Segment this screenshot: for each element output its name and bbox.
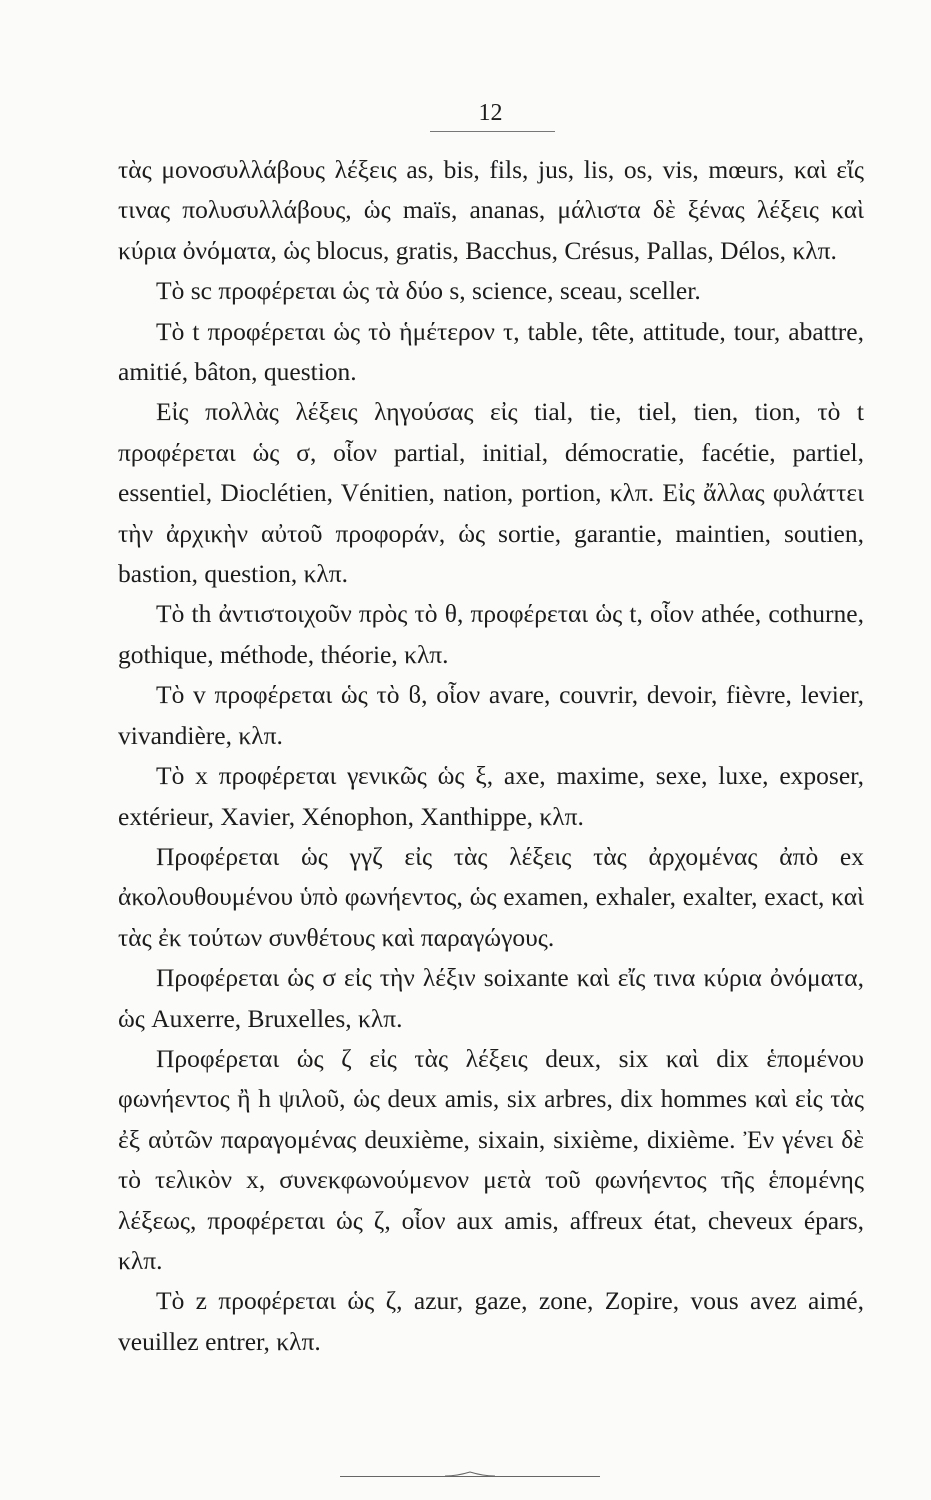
body-text bbox=[118, 150, 864, 1362]
paragraph-sc: Τὸ sc προφέρεται ὡς τὰ δύο s, science, sceau, sceller. bbox=[156, 276, 701, 306]
page-number: 12 bbox=[478, 100, 503, 126]
paragraph-continuation: τὰς μονοσυλλάβους λέξεις as, bis, fils, jus, lis, os, vis, mœurs, καὶ εἴς τινας πολυσυλλάβους, ὡς maïs, ananas, μάλιστα δὲ ξένας λέξεις καὶ κύρια ὀνόματα, ὡς blocus, gratis, Bacchus, Crésus, Pallas, Délos, κλπ. bbox=[118, 155, 864, 265]
paragraph-deux-six-dix: Προφέρεται ὡς ζ εἰς τὰς λέξεις deux, six καὶ dix ἑπομένου φωνήεντος ἢ h ψιλοῦ, ὡς deux amis, six arbres, dix hommes καὶ εἰς τὰς ἐξ αὐτῶν παραγομένας deuxième, sixain, sixième, dixième. Ἐν γένει δὲ τὸ τελικὸν x, συνεκφωνούμενον μετὰ τοῦ φωνήεντος τῆς ἑπομένης λέξεως, προφέρεται ὡς ζ, οἷον aux amis, affreux état, cheveux épars, κλπ. bbox=[118, 1043, 864, 1275]
header-rule bbox=[430, 131, 555, 132]
paragraph-x: Τὸ x προφέρεται γενικῶς ὡς ξ, axe, maxime, sexe, luxe, exposer, extérieur, Xavier, Xénophon, Xanthippe, κλπ. bbox=[118, 761, 864, 831]
paragraph-tion: Εἰς πολλὰς λέξεις ληγούσας εἰς tial, tie, tiel, tien, tion, τὸ t προφέρεται ὡς σ, οἷον partial, initial, démocratie, facétie, partiel, essentiel, Dioclétien, Vénitien, nation, portion, κλπ. Εἰς ἄλλας φυλάττει τὴν ἀρχικὴν αὐτοῦ προφοράν, ὡς sortie, garantie, maintien, soutien, bastion, question, κλπ. bbox=[118, 397, 864, 589]
paragraph-v: Τὸ v προφέρεται ὡς τὸ ϐ, οἷον avare, couvrir, devoir, fièvre, levier, vivandière, κλπ. bbox=[118, 680, 864, 750]
paragraph-soixante: Προφέρεται ὡς σ εἰς τὴν λέξιν soixante καὶ εἴς τινα κύρια ὀνόματα, ὡς Auxerre, Bruxelles, κλπ. bbox=[118, 963, 864, 1033]
paragraph-z: Τὸ z προφέρεται ὡς ζ, azur, gaze, zone, Zopire, vous avez aimé, veuillez entrer, κλπ. bbox=[118, 1286, 864, 1356]
footer-rule-ornament bbox=[445, 1470, 495, 1478]
paragraph-t: Τὸ t προφέρεται ὡς τὸ ἡμέτερον τ, table, tête, attitude, tour, abattre, amitié, bâton, question. bbox=[118, 316, 864, 387]
paragraph-th: Τὸ th ἀντιστοιχοῦν πρὸς τὸ θ, προφέρεται ὡς t, οἷον athée, cothurne, gothique, méthode, théorie, κλπ. bbox=[118, 599, 864, 669]
paragraph-ex: Προφέρεται ὡς γγζ εἰς τὰς λέξεις τὰς ἀρχομένας ἀπὸ ex ἀκολουθουμένου ὑπὸ φωνήεντος, ὡς examen, exhaler, exalter, exact, καὶ τὰς ἐκ τούτων συνθέτους καὶ παραγώγους. bbox=[118, 841, 864, 952]
